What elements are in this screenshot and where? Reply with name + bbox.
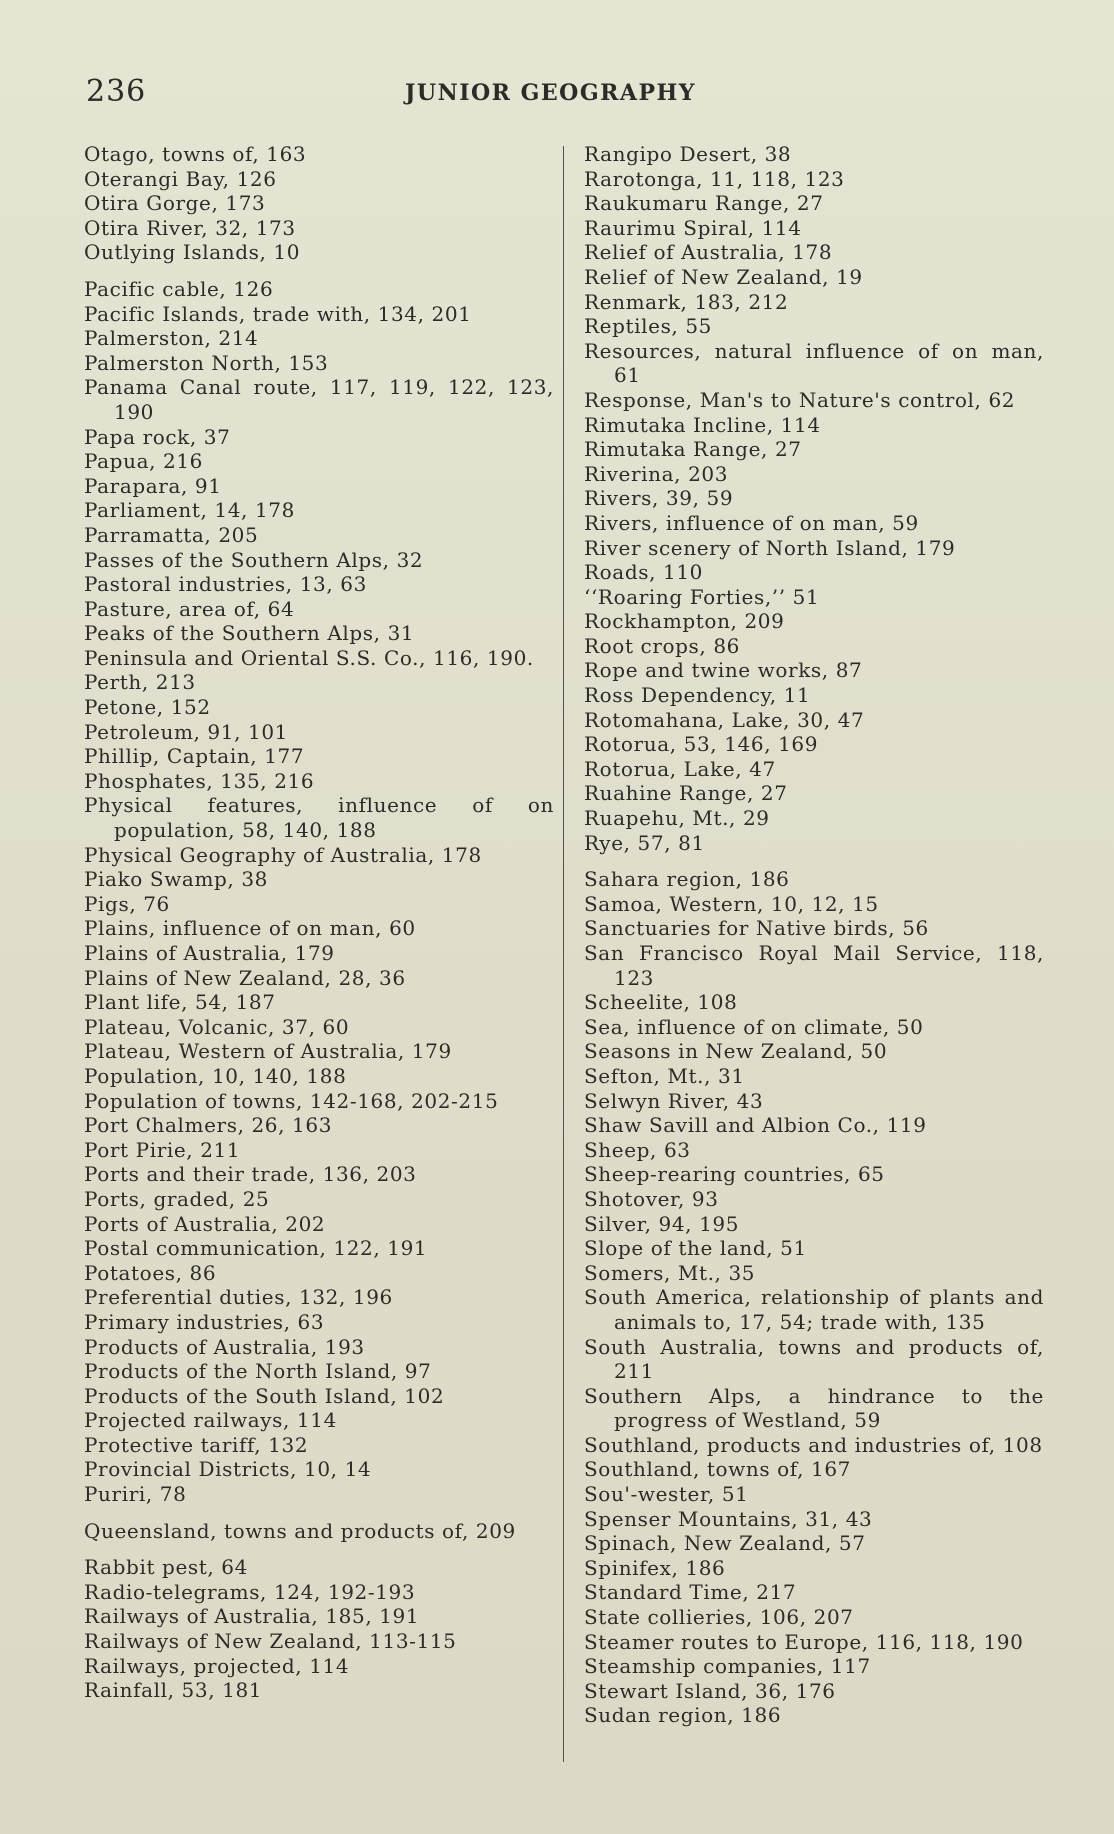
index-entry: Parramatta, 205 [84,522,259,547]
index-entry: Plains of New Zealand, 28, 36 [84,965,406,990]
index-entry: Port Chalmers, 26, 163 [84,1113,333,1138]
index-entry: Response, Man's to Nature's control, 62 [584,387,1016,412]
index-entry: Parliament, 14, 178 [84,498,295,523]
index-entry: San Francisco Royal Mail Service, 118, 123 [584,941,1044,990]
index-entry: Steamship companies, 117 [584,1654,871,1679]
index-entry: Perth, 213 [84,670,196,695]
index-entry: Spinach, New Zealand, 57 [584,1531,866,1556]
index-entry: Spinifex, 186 [584,1555,726,1580]
index-entry: Ports and their trade, 136, 203 [84,1162,417,1187]
index-entry: Peninsula and Oriental S.S. Co., 116, 190. [84,645,534,670]
index-entry: Scheelite, 108 [584,990,738,1015]
index-entry: Railways of New Zealand, 113-115 [84,1629,457,1654]
index-entry: South Australia, towns and products of, 211 [584,1334,1044,1384]
index-entry: Rotomahana, Lake, 30, 47 [584,707,865,732]
index-entry: Preferential duties, 132, 196 [84,1285,393,1310]
index-entry: Relief of Australia, 178 [584,240,833,265]
index-entry: Rainfall, 53, 181 [84,1678,263,1703]
index-entry: Silver, 94, 195 [584,1211,740,1236]
index-entry: Peaks of the Southern Alps, 31 [84,621,415,646]
index-entry: Pasture, area of, 64 [84,596,295,621]
index-entry: Root crops, 86 [584,633,740,658]
index-entry: Rivers, 39, 59 [584,486,734,511]
index-entry: Riverina, 203 [584,461,729,486]
index-entry: Roads, 110 [584,560,703,585]
index-entry: Plateau, Western of Australia, 179 [84,1039,452,1064]
index-entry: Rotorua, 53, 146, 169 [584,732,819,757]
index-entry: Southland, products and industries of, 108 [584,1432,1043,1457]
index-entry: Population, 10, 140, 188 [84,1063,347,1088]
index-entry: Pacific cable, 126 [84,276,274,301]
index-entry: ‘‘Roaring Forties,’’ 51 [584,584,820,609]
index-entry: Otira Gorge, 173 [84,191,266,216]
index-entry: Oterangi Bay, 126 [84,166,277,191]
index-entry: Outlying Islands, 10 [84,240,301,265]
index-entry: Physical Geography of Australia, 178 [84,842,482,867]
index-entry: Parapara, 91 [84,473,222,498]
index-entry: Postal communication, 122, 191 [84,1236,428,1261]
index-entry: Shaw Savill and Albion Co., 119 [584,1113,927,1138]
index-entry: Sea, influence of on climate, 50 [584,1014,924,1039]
index-entry: Resources, natural influence of on man, 61 [584,338,1044,388]
index-entry: Shotover, 93 [584,1186,719,1211]
index-entry: Products of the North Island, 97 [84,1359,432,1384]
index-entry: Raurimu Spiral, 114 [584,215,802,240]
index-entry: Sanctuaries for Native birds, 56 [584,916,929,941]
index-entry: Pigs, 76 [84,891,170,916]
index-entry: Phosphates, 135, 216 [84,768,315,793]
index-entry: Reptiles, 55 [584,314,712,339]
index-entry: Radio-telegrams, 124, 192-193 [84,1579,416,1604]
index-entry: Sou'-wester, 51 [584,1482,749,1507]
index-entry: Somers, Mt., 35 [584,1260,756,1285]
index-entry: Seasons in New Zealand, 50 [584,1039,888,1064]
index-entry: Rotorua, Lake, 47 [584,756,776,781]
index-entry: Queensland, towns and products of, 209 [84,1518,516,1543]
index-entry: Protective tariff, 132 [84,1432,309,1457]
index-entry: Steamer routes to Europe, 116, 118, 190 [584,1629,1024,1654]
index-entry: Physical features, influence of on population, 58, 140, 188 [84,793,554,843]
index-entry: Plateau, Volcanic, 37, 60 [84,1014,350,1039]
index-entry: Puriri, 78 [84,1482,187,1507]
index-entry: River scenery of North Island, 179 [584,535,956,560]
index-entry: Rockhampton, 209 [584,609,785,634]
index-entry: Piako Swamp, 38 [84,867,268,892]
index-entry: Southland, towns of, 167 [584,1457,851,1482]
index-entry: Products of the South Island, 102 [84,1383,445,1408]
index-entry: Ross Dependency, 11 [584,683,811,708]
index-entry: Phillip, Captain, 177 [84,744,305,769]
index-entry: Railways, projected, 114 [84,1653,350,1678]
index-entry: Slope of the land, 51 [584,1236,807,1261]
index-entry: Palmerston North, 153 [84,350,329,375]
index-entry: Railways of Australia, 185, 191 [84,1604,420,1629]
index-entry: Samoa, Western, 10, 12, 15 [584,891,879,916]
index-entry: Renmark, 183, 212 [584,289,789,314]
index-entry: Otago, towns of, 163 [84,142,307,166]
index-entry: Products of Australia, 193 [84,1334,365,1359]
index-entry: Population of towns, 142-168, 202-215 [84,1088,499,1113]
index-entry: Plains, influence of on man, 60 [84,916,416,941]
index-entry: Panama Canal route, 117, 119, 122, 123, 190 [84,375,554,424]
index-entry: Rimutaka Range, 27 [584,437,802,462]
index-entry: Petroleum, 91, 101 [84,719,288,744]
index-entry: Spenser Mountains, 31, 43 [584,1506,873,1531]
index-entry: Sahara region, 186 [584,867,790,892]
index-column-left [84,142,554,1703]
index-entry: Sheep-rearing countries, 65 [584,1162,885,1187]
running-title: JUNIOR GEOGRAPHY [405,80,696,106]
index-entry: Palmerston, 214 [84,326,259,351]
index-entry: Otira River, 32, 173 [84,215,296,240]
index-entry: Primary industries, 63 [84,1309,325,1334]
index-entry: Rope and twine works, 87 [584,658,863,683]
index-entry: Provincial Districts, 10, 14 [84,1457,372,1482]
index-entry: Plains of Australia, 179 [84,941,335,965]
index-entry: Selwyn River, 43 [584,1088,764,1113]
index-entry: Rimutaka Incline, 114 [584,412,821,437]
index-entry: Rabbit pest, 64 [84,1555,248,1580]
index-entry: Passes of the Southern Alps, 32 [84,547,424,572]
index-entry: Rye, 57, 81 [584,830,705,855]
index-entry: Pastoral industries, 13, 63 [84,572,367,597]
index-entry: Port Pirie, 211 [84,1137,241,1162]
index-entry: Petone, 152 [84,695,211,720]
index-entry: Ports of Australia, 202 [84,1211,326,1236]
page-number: 236 [86,74,147,109]
index-entry: Ports, graded, 25 [84,1186,270,1211]
index-entry: Relief of New Zealand, 19 [584,264,863,289]
index-entry: Papa rock, 37 [84,424,231,449]
index-entry: Sefton, Mt., 31 [584,1063,745,1088]
column-divider [563,146,564,1762]
index-entry: Pacific Islands, trade with, 134, 201 [84,301,472,326]
index-entry: Standard Time, 217 [584,1580,797,1605]
index-entry: Stewart Island, 36, 176 [584,1678,836,1703]
index-entry: Plant life, 54, 187 [84,990,276,1015]
index-entry: Ruapehu, Mt., 29 [584,806,770,831]
index-entry: Sudan region, 186 [584,1703,782,1728]
index-entry: Southern Alps, a hindrance to the progress of Westland, 59 [584,1383,1044,1433]
index-entry: Raukumaru Range, 27 [584,191,824,216]
index-entry: Projected railways, 114 [84,1408,337,1433]
index-entry: South America, relationship of plants and animals to, 17, 54; trade with, 135 [584,1285,1044,1334]
index-entry: Rarotonga, 11, 118, 123 [584,166,845,191]
index-entry: Rangipo Desert, 38 [584,142,792,166]
index-entry: Papua, 216 [84,449,203,474]
index-entry: Sheep, 63 [584,1137,691,1162]
index-entry: Rivers, influence of on man, 59 [584,510,919,535]
index-column-right [584,142,1044,1728]
index-entry: State collieries, 106, 207 [584,1605,854,1630]
index-entry: Ruahine Range, 27 [584,781,788,806]
index-entry: Potatoes, 86 [84,1260,217,1285]
